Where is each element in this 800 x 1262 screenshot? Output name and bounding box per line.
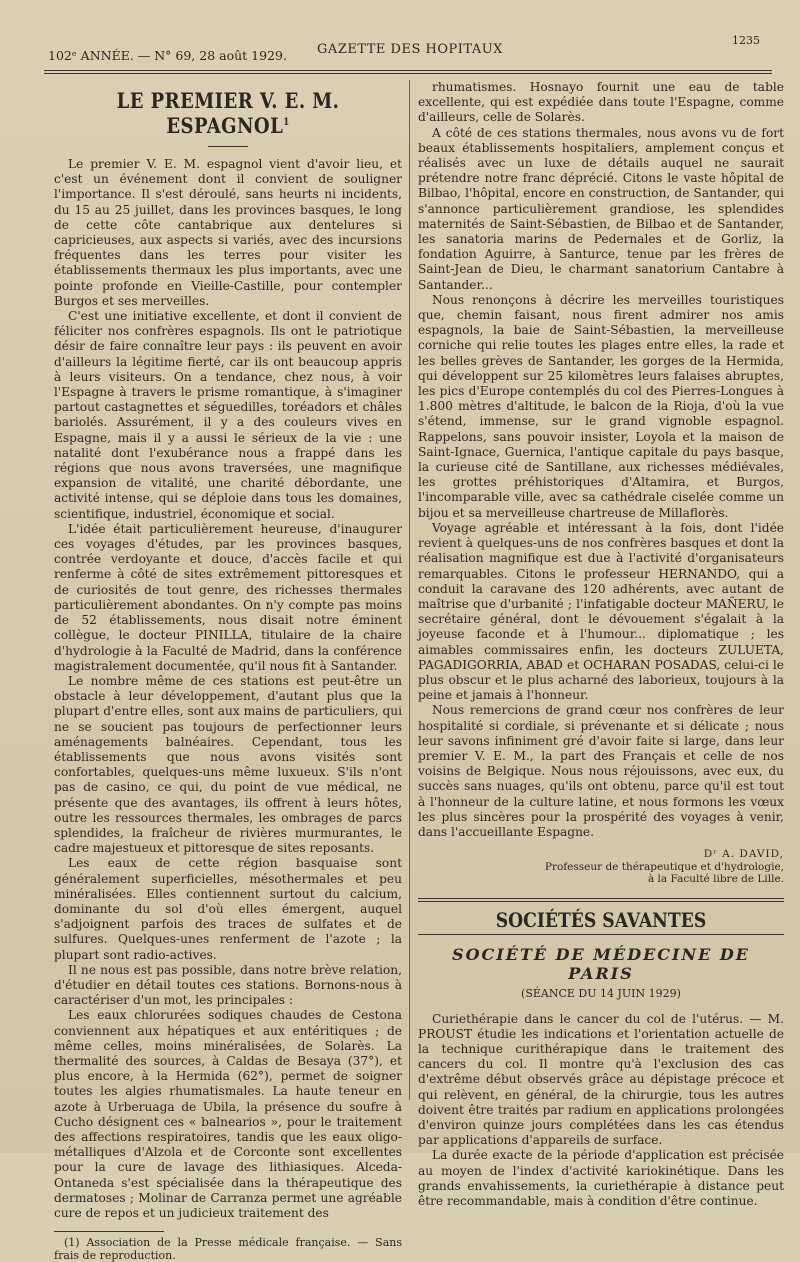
- title-rule: [208, 146, 248, 147]
- section-top-rule-thin: [418, 901, 784, 902]
- footnote-rule: [54, 1231, 164, 1232]
- left-paragraph: Les eaux chlorurées sodiques chaudes de Cestona conviennent aux hépatiques et aux entéritiques ; de même celles, moins minéralisées, de Solarès. La thermalité des sources, à Caldas de Besaya (37°), et plus encore, à la Hermida (62°), permet de soigner toutes les algies rhumatismales. La haute teneur en azote à Urberuaga de Ubila, la présence du soufre à Cucho désignent ces « balnearios », pour le traitement des affections respiratoires, tandis que les eaux oligo-métalliques d'Alzola et de Corconte sont excellentes pour la cure de lavage des lithiasiques. Alceda-Ontaneda s'est spécialisée dans la thérapeutique des dermatoses ; Molinar de Carranza permet une agréable cure de repos et un judicieux traitement des: [54, 1008, 402, 1221]
- header-rule-secondary: [44, 73, 772, 74]
- title-footnote-mark: 1: [283, 117, 290, 128]
- left-paragraph: L'idée était particulièrement heureuse, d'inaugurer ces voyages d'études, par les provinces basques, contrée verdoyante et douce, d'accès facile et qui renferme à côté de sites extrêmement pittoresques et de curiosités de tout genre, des richesses thermales particulièrement abondantes. On n'y compte pas moins de 52 établissements, nous disait notre éminent collègue, le docteur PINILLA, titulaire de la chaire d'hydrologie à la Faculté de Madrid, dans la conférence magistralement documentée, qu'il nous fit à Santander.: [54, 521, 402, 673]
- left-paragraph: Le nombre même de ces stations est peut-être un obstacle à leur développement, d'autant plus que la plupart d'entre elles, sont aux mains de particuliers, qui ne se soucient pas toujours de perfectionner leurs aménagements balnéaires. Cependant, tous les établissements que nous avons visités sont confortables, quelques-uns même luxueux. S'ils n'ont pas de casino, ce qui, du point de vue médical, ne présente que des avantages, ils offrent à leurs hôtes, outre les ressources thermales, les ombrages de parcs splendides, la fraîcheur de rivières murmurantes, le cadre majestueux et pittoresque de sites reposants.: [54, 673, 402, 856]
- author-affiliation: à la Faculté libre de Lille.: [647, 873, 784, 886]
- signature: [418, 848, 784, 886]
- society-name: SOCIÉTÉ DE MÉDECINE DE PARIS: [452, 944, 750, 983]
- article-title: LE PREMIER V. E. M. ESPAGNOL$^1$: [116, 88, 340, 138]
- right-paragraph: Voyage agréable et intéressant à la fois, dont l'idée revient à quelques-uns de nos confrères basques et dont la réalisation magnifique est due à l'activité d'organisateurs remarquables. Citons le professeur HERNANDO, qui a conduit la caravane des 120 adhérents, avec autant de maîtrise que d'urbanité ; l'infatigable docteur MAÑERU, le secrétaire général, dont le dévouement s'égalait à la joyeuse faconde et à l'humour... diplomatique ; les aimables commissaires enfin, les docteurs ZULUETA, PAGADIGORRIA, ABAD et OCHARAN POSADAS, celui-ci le plus obscur et le plus acharné des laborieux, toujours à la peine et jamais à l'honneur.: [418, 520, 784, 703]
- right-paragraph: Nous remercions de grand cœur nos confrères de leur hospitalité si cordiale, si prévenante et si délicate ; nous leur savons infiniment gré d'avoir faite si large, dans leur premier V. E. M., la part des Français et celle de nos voisins de Belgique. Nous nous réjouissons, avec eux, du succès sans nuages, qu'ils ont obtenu, parce qu'il est tout à l'honneur de la culture latine, et nous formons les vœux les plus sincères pour la prospérité des voyages à venir, dans l'accueillante Espagne.: [418, 703, 784, 839]
- left-paragraph: Le premier V. E. M. espagnol vient d'avoir lieu, et c'est un événement dont il convient de souligner l'importance. Il s'est déroulé, sans heurts ni incidents, du 15 au 25 juillet, dans les provinces basques, le long de cette côte cantabrique aux dentelures si capricieuses, aux aspects si variés, avec des incursions fréquentes dans les terres pour visiter les établissements thermaux les plus importants, avec une pointe profonde en Vieille-Castille, pour contempler Burgos et ses merveilles.: [54, 157, 402, 308]
- section-top-rule: [418, 898, 784, 899]
- section-underrule: [418, 934, 784, 935]
- author-role: Professeur de thérapeutique et d'hydrologie,: [544, 860, 784, 873]
- page-number: 1235: [732, 34, 760, 47]
- footnote: (1) Association de la Presse médicale française. — Sans frais de reproduction.: [54, 1236, 402, 1262]
- left-paragraph: Il ne nous est pas possible, dans notre brève relation, d'étudier en détail toutes ces stations. Bornons-nous à caractériser d'un mot, les principales :: [54, 962, 402, 1008]
- page-header: [48, 30, 772, 70]
- society-paragraph: Curiethérapie dans le cancer du col de l'utérus. — M. PROUST étudie les indications et l'orientation actuelle de la technique curithérapique dans le traitement des cancers du col. Il montre qu'à l'exclusion des cas d'extrême début observés grâce au dépistage précoce et qui relèvent, en général, de la chirurgie, tous les autres doivent être traités par radium en applications prolongées d'environ quinze jours complétées dans les cas étendus par applications d'appareils de surface.: [418, 1011, 784, 1148]
- right-column: [418, 80, 784, 1209]
- header-rule: [44, 70, 772, 71]
- society-paragraph: La durée exacte de la période d'application est précisée au moyen de l'index d'activité kariokinétique. Dans les grands envahissements, la curiethérapie à distance peut être recommandable, mais à condition d'être continue.: [418, 1148, 784, 1209]
- seance-date: (SÉANCE DU 14 JUIN 1929): [521, 986, 681, 1000]
- left-paragraph: Les eaux de cette région basquaise sont généralement superficielles, mésothermales et peu minéralisées. Elles contiennent surtout du calcium, dominante du sol d'où elles émergent, auquel s'adjoignent parfois des traces de sulfates et de sulfures. Quelques-unes renferment de l'azote ; la plupart sont radio-actives.: [54, 856, 402, 962]
- left-paragraph: C'est une initiative excellente, et dont il convient de féliciter nos confrères espagnols. Ils ont le patriotique désir de faire connaître leur pays : ils peuvent en avoir d'ailleurs la légitime fierté, car ils ont beaucoup appris à leurs visiteurs. On a tendance, chez nous, à voir l'Espagne à travers le prisme romantique, à s'imaginer partout castagnettes et séguedilles, toréadors et châles bariolés. Assurément, il y a des couleurs vives en Espagne, mais il y a aussi le sérieux de la vie : une natalité dont l'exubérance nous a frappé dans les régions que nous avons traversées, une magnifique expansion de vitalité, une charité débordante, une activité intense, qui se déploie dans tous les domaines, scientifique, industriel, économique et social.: [54, 309, 402, 521]
- right-paragraph: Nous renonçons à décrire les merveilles touristiques que, chemin faisant, nous firent admirer nos amis espagnols, la baie de Saint-Sébastien, la merveilleuse corniche qui relie toutes les plages entre elles, la rade et les belles grèves de Santander, les gorges de la Hermida, qui développent sur 25 kilomètres leurs falaises abruptes, les pics d'Europe contemplés du col des Pierres-Longues à 1.800 mètres d'altitude, le balcon de la Rioja, d'où la vue s'étend, immense, sur le grand vignoble espagnol. Rappelons, sans pouvoir insister, Loyola et la maison de Saint-Ignace, Guernica, l'antique capitale du pays basque, la curieuse cité de Santillane, aux richesses médiévales, les grottes préhistoriques d'Altamira, et Burgos, l'incomparable ville, avec sa cathédrale ciselée comme un bijou et sa merveilleuse chartreuse de Millaflorès.: [418, 292, 784, 520]
- issue-info: 102ᵉ ANNÉE. — N° 69, 28 août 1929.: [48, 48, 287, 63]
- section-title: SOCIÉTÉS SAVANTES: [495, 907, 707, 932]
- column-divider: [409, 80, 410, 1100]
- left-column: [54, 80, 402, 1262]
- author-name: Dʳ A. DAVID,: [703, 848, 784, 861]
- right-paragraph: rhumatismes. Hosnayo fournit une eau de table excellente, qui est expédiée dans toute l'Espagne, comme d'ailleurs, celle de Solarès.: [418, 80, 784, 125]
- journal-title: GAZETTE DES HOPITAUX: [317, 42, 503, 57]
- right-paragraph: A côté de ces stations thermales, nous avons vu de fort beaux établissements hospitaliers, amplement conçus et réalisés avec un luxe de détails auquel ne saurait prétendre notre franc déprécié. Citons le vaste hôpital de Bilbao, l'hôpital, encore en construction, de Santander, qui s'annonce particulièrement grandiose, les splendides maternités de Saint-Sébastien, de Bilbao et de Santander, les sanatoria marins de Pedernales et de Gorliz, la fondation Aguirre, à Santurce, tenue par les frères de Saint-Jean de Dieu, le charmant sanatorium Cantabre à Santander...: [418, 125, 784, 292]
